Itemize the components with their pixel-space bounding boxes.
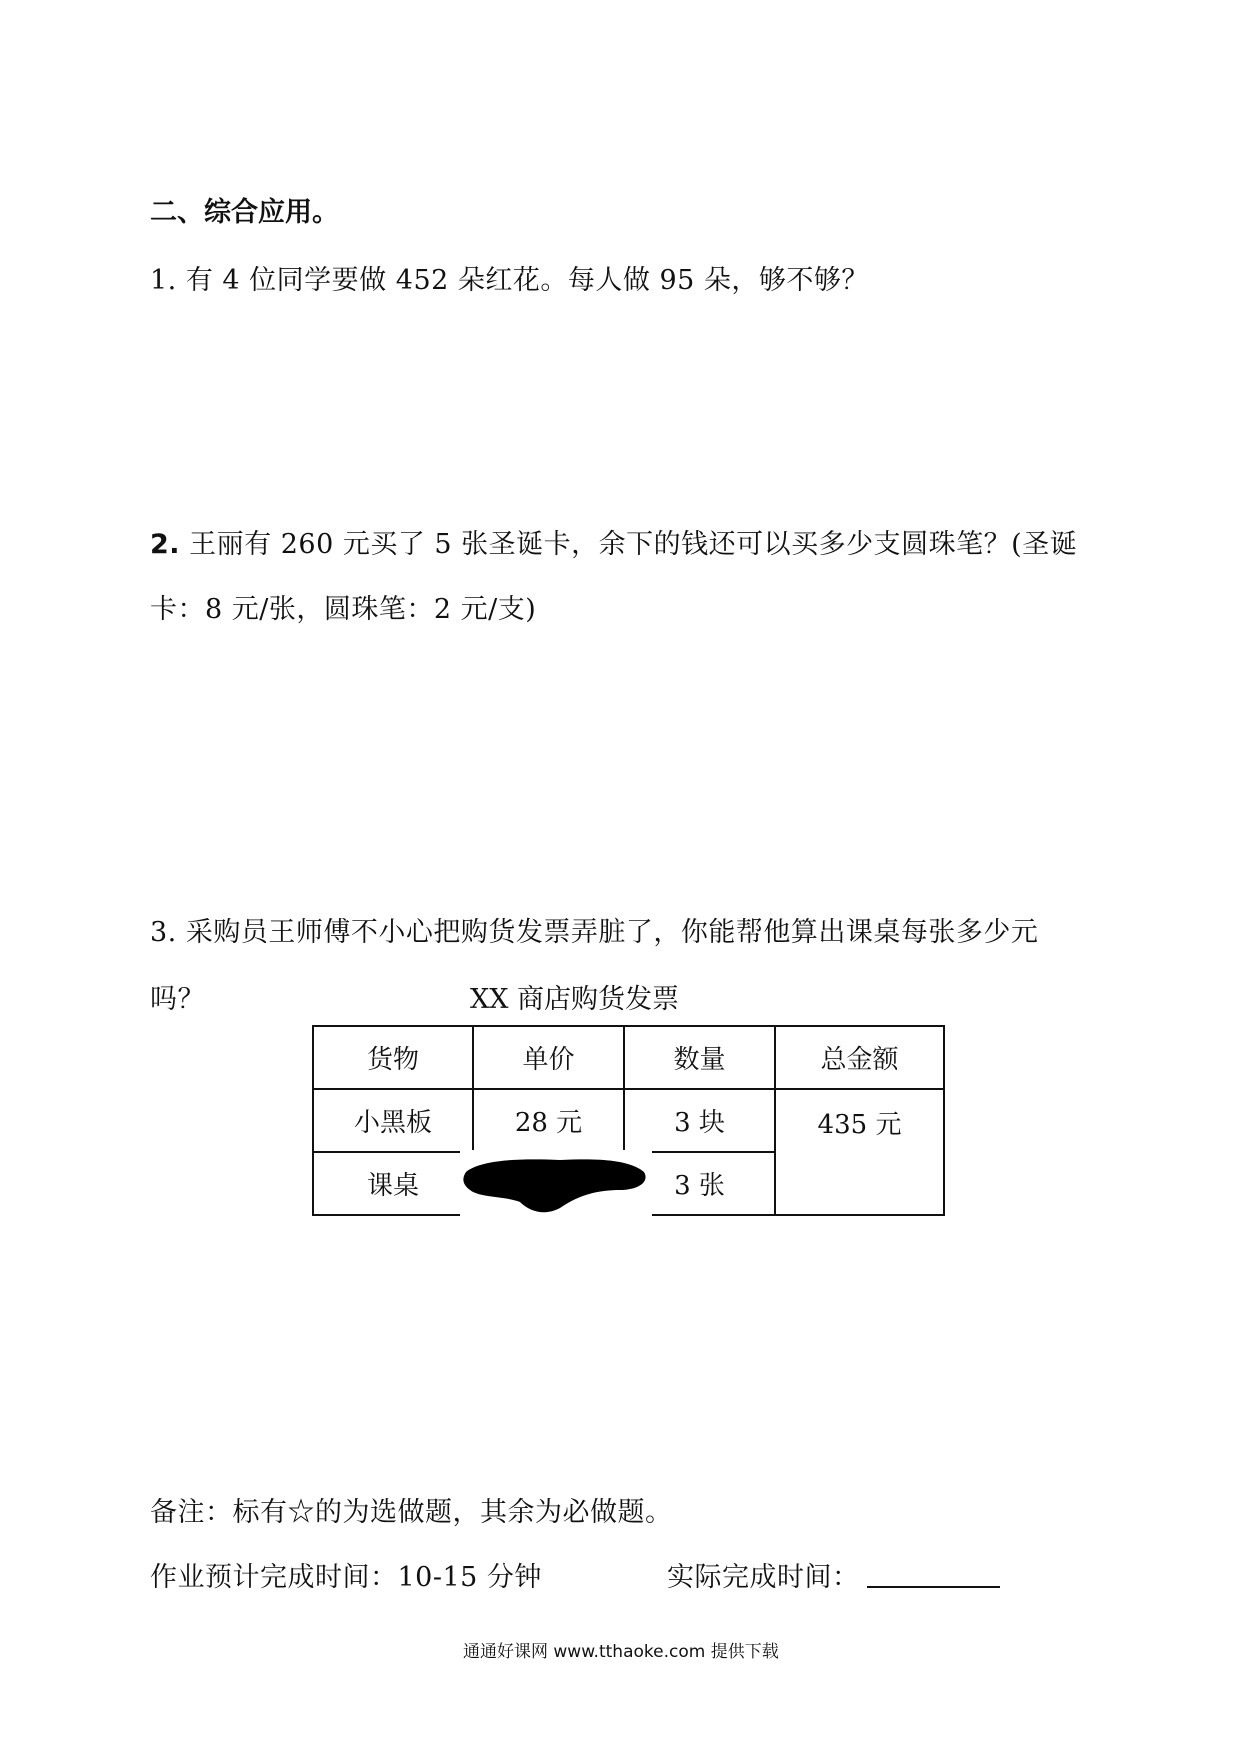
estimated-time: 作业预计完成时间：10-15 分钟 (150, 1562, 542, 1593)
row-1-unit-price: 28 元 (473, 1089, 624, 1152)
header-unit-price: 单价 (473, 1026, 624, 1089)
row-2-item: 课桌 (313, 1152, 473, 1215)
invoice-header-row (313, 1026, 944, 1089)
row-2-quantity: 3 张 (624, 1152, 775, 1215)
question-1: 1. 有 4 位同学要做 452 朵红花。每人做 95 朵，够不够？ (150, 265, 869, 296)
row-1-quantity: 3 块 (624, 1089, 775, 1152)
total-amount: 435 元 (775, 1089, 944, 1215)
question-3-line-1: 3. 采购员王师傅不小心把购货发票弄脏了，你能帮他算出课桌每张多少元 (150, 917, 1039, 948)
header-quantity: 数量 (624, 1026, 775, 1089)
table-row (313, 1089, 944, 1152)
question-2-number: 2. (150, 529, 181, 560)
remark-note: 备注：标有☆的为选做题，其余为必做题。 (150, 1497, 673, 1528)
actual-time-label: 实际完成时间： (667, 1562, 860, 1593)
invoice-title: XX 商店购货发票 (470, 984, 680, 1015)
header-total: 总金额 (775, 1026, 944, 1089)
header-item: 货物 (313, 1026, 473, 1089)
question-2-text: 王丽有 260 元买了 5 张圣诞卡，余下的钱还可以买多少支圆珠笔？(圣诞 (189, 529, 1078, 560)
ink-smudge (460, 1150, 652, 1220)
footer: 通通好课网 www.tthaoke.com 提供下载 (463, 1642, 779, 1662)
question-2-line-1 (150, 522, 1077, 561)
row-1-item: 小黑板 (313, 1089, 473, 1152)
question-3-line-2: 吗？ (150, 984, 205, 1015)
question-2-line-2: 卡：8 元/张，圆珠笔：2 元/支) (150, 594, 537, 625)
section-heading: 二、综合应用。 (150, 197, 339, 228)
actual-time-blank (867, 1586, 1000, 1588)
